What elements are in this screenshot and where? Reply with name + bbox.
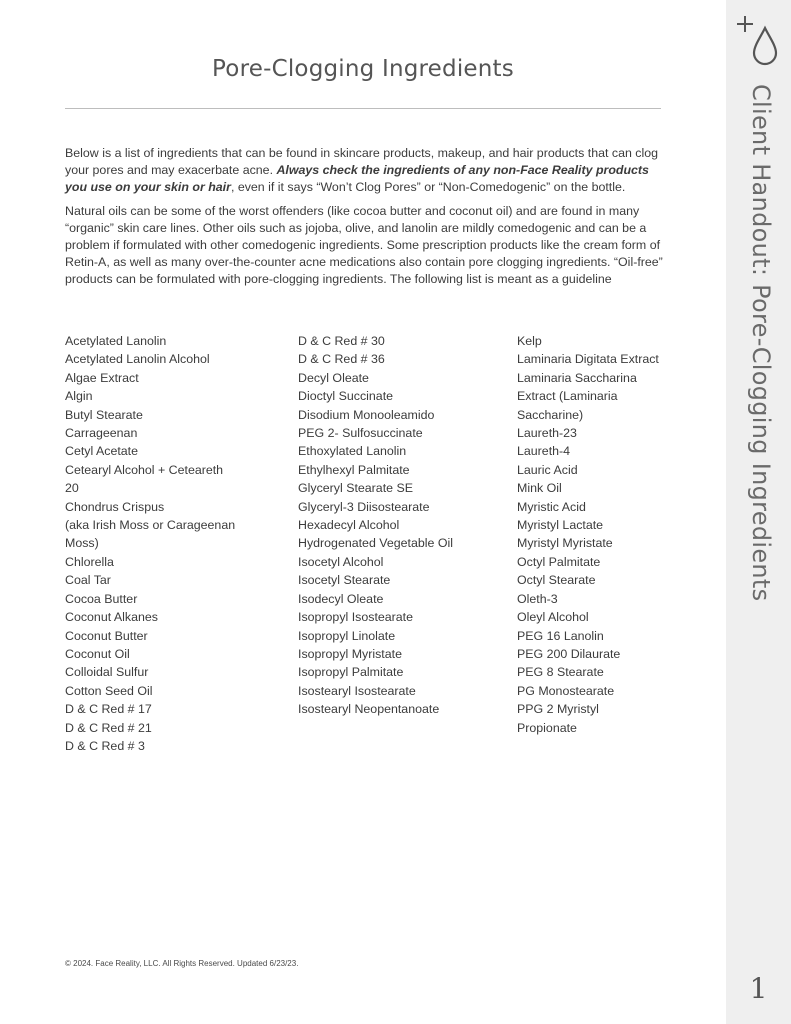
intro-text [65, 145, 671, 295]
ingredient-item: D & C Red # 21 [65, 720, 152, 735]
ingredient-item: Isodecyl Oleate [298, 591, 384, 606]
ingredient-item: Butyl Stearate [65, 407, 143, 422]
ingredient-item: Isostearyl Neopentanoate [298, 702, 440, 717]
ingredient-item: Isocetyl Stearate [298, 573, 391, 588]
ingredient-item: Isopropyl Palmitate [298, 665, 404, 680]
ingredient-item: D & C Red # 17 [65, 702, 152, 717]
ingredient-item: D & C Red # 30 [298, 334, 385, 348]
plus-droplet-icon [736, 12, 780, 68]
sidebar-title: Client Handout: Pore-Clogging Ingredients [747, 84, 775, 602]
ingredient-item: Lauric Acid [517, 462, 578, 477]
ingredient-item: Cocoa Butter [65, 591, 138, 606]
ingredient-item: Chlorella [65, 554, 114, 569]
sidebar [726, 0, 791, 1024]
intro-p1-emphasis: Always check the ingredients of any non-Face Reality products you use on your skin or hair [65, 163, 649, 194]
ingredient-item: PEG 2- Sulfosuccinate [298, 426, 423, 441]
ingredient-item: Cetyl Acetate [65, 444, 139, 459]
intro-p1-before: Below is a list of ingredients that can be found in skincare products, makeup, and hair products that can clog your pores and may exacerbate acne. [65, 146, 659, 177]
ingredient-item: Octyl Palmitate [517, 554, 601, 569]
copyright-footer: © 2024. Face Reality, LLC. All Rights Reserved. Updated 6/23/23. [65, 959, 299, 968]
ingredient-item: Mink Oil [517, 481, 562, 496]
ingredient-item: Cetearyl Alcohol + Ceteareth [65, 462, 224, 477]
ingredient-item: PEG 200 Dilaurate [517, 646, 621, 661]
ingredient-item: 20 [65, 481, 79, 496]
ingredient-item: Moss) [65, 536, 99, 551]
ingredient-column-3 [517, 332, 707, 737]
ingredient-item: Myristyl Myristate [517, 536, 613, 551]
ingredient-item: Laminaria Digitata Extract [517, 352, 659, 367]
ingredient-item: PG Monostearate [517, 683, 615, 698]
ingredient-item: Oleyl Alcohol [517, 610, 589, 625]
ingredient-item: Oleth-3 [517, 591, 558, 606]
ingredient-item: Laureth-23 [517, 426, 577, 441]
ingredient-item: Myristic Acid [517, 499, 586, 514]
ingredient-item: Algin [65, 389, 93, 404]
ingredient-item: Colloidal Sulfur [65, 665, 149, 680]
ingredient-column-1 [65, 332, 265, 755]
ingredient-item: PPG 2 Myristyl [517, 702, 599, 717]
ingredient-item: Cotton Seed Oil [65, 683, 153, 698]
ingredient-item: Octyl Stearate [517, 573, 596, 588]
ingredient-item: Isocetyl Alcohol [298, 554, 384, 569]
ingredient-item: Glyceryl-3 Diisostearate [298, 499, 430, 514]
ingredient-item: Algae Extract [65, 370, 139, 385]
intro-p1-after: , even if it says “Won’t Clog Pores” or “Non-Comedogenic” on the bottle. [230, 180, 626, 194]
intro-paragraph-1 [65, 145, 671, 196]
ingredient-item: Myristyl Lactate [517, 518, 604, 533]
ingredient-item: D & C Red # 36 [298, 352, 385, 367]
ingredient-item: Chondrus Crispus [65, 499, 165, 514]
ingredient-item: Isostearyl Isostearate [298, 683, 416, 698]
ingredient-item: Hydrogenated Vegetable Oil [298, 536, 453, 551]
page-number: 1 [749, 972, 768, 1005]
ingredient-item: Disodium Monooleamido [298, 407, 435, 422]
ingredient-item: Isopropyl Myristate [298, 646, 402, 661]
ingredient-item: D & C Red # 3 [65, 738, 145, 753]
ingredient-item: Coconut Oil [65, 646, 130, 661]
ingredient-column-2 [298, 332, 508, 719]
ingredient-item: Saccharine) [517, 407, 584, 422]
ingredient-item: Coconut Alkanes [65, 610, 158, 625]
ingredient-item: Coconut Butter [65, 628, 148, 643]
intro-paragraph-2: Natural oils can be some of the worst offenders (like cocoa butter and coconut oil) and are found in many “organic” skin care lines. Other oils such as jojoba, olive, and lanolin are mildly comedogenic and can be a problem if formulated with other comedogenic ingredients. Some prescription products like the cream form of Retin-A, as well as many over-the-counter acne medications also contain pore clogging ingredients. “Oil-free” products can be formulated with pore-clogging ingredients. The following list is meant as a guideline [65, 204, 663, 286]
page-title: Pore-Clogging Ingredients [212, 56, 514, 82]
ingredient-item: Laureth-4 [517, 444, 571, 459]
ingredient-item: Ethoxylated Lanolin [298, 444, 407, 459]
ingredient-item: Laminaria Saccharina [517, 370, 637, 385]
ingredient-item: Isopropyl Linolate [298, 628, 396, 643]
ingredient-item: (aka Irish Moss or Carageenan [65, 518, 236, 533]
ingredient-item: PEG 16 Lanolin [517, 628, 604, 643]
ingredient-item: Isopropyl Isostearate [298, 610, 414, 625]
ingredient-item: Ethylhexyl Palmitate [298, 462, 410, 477]
ingredient-item: Acetylated Lanolin [65, 334, 167, 348]
title-divider [65, 108, 661, 109]
ingredient-item: Carrageenan [65, 426, 138, 441]
ingredient-item: Coal Tar [65, 573, 111, 588]
ingredient-item: Hexadecyl Alcohol [298, 518, 400, 533]
ingredient-item: Propionate [517, 720, 577, 735]
ingredient-item: Extract (Laminaria [517, 389, 618, 404]
ingredient-item: Decyl Oleate [298, 370, 369, 385]
ingredient-item: Kelp [517, 334, 542, 348]
ingredient-item: Glyceryl Stearate SE [298, 481, 414, 496]
ingredient-item: Dioctyl Succinate [298, 389, 394, 404]
ingredient-item: Acetylated Lanolin Alcohol [65, 352, 210, 367]
ingredient-item: PEG 8 Stearate [517, 665, 604, 680]
